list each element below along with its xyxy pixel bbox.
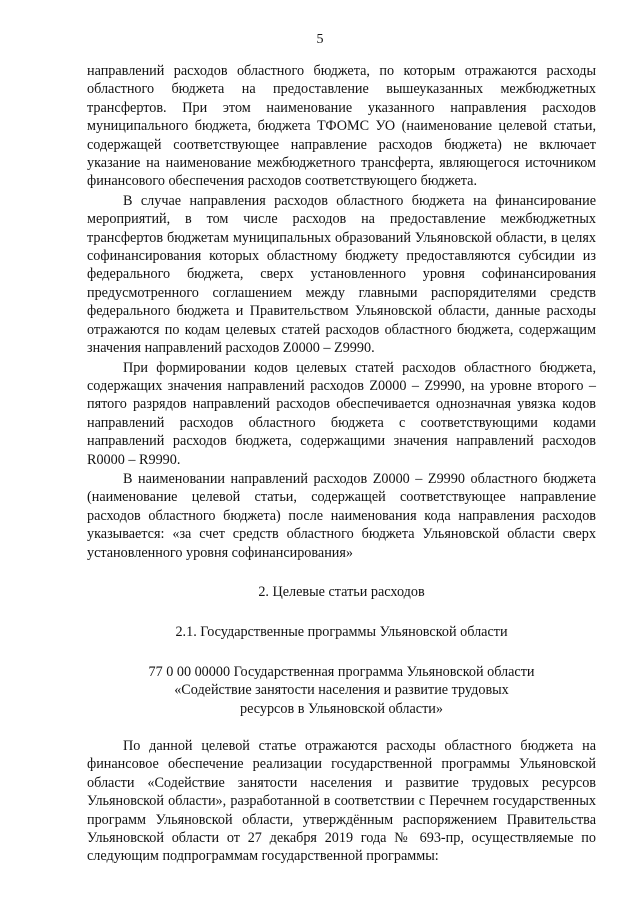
document-body [87, 62, 596, 866]
program-heading [87, 663, 596, 718]
section-heading: 2. Целевые статьи расходов [258, 583, 425, 600]
program-heading-line-2: «Содействие занятости населения и развитие трудовых [174, 682, 509, 699]
page-number: 5 [316, 32, 324, 47]
paragraph-4: В наименовании направлений расходов Z0000 – Z9990 областного бюджета (наименование целевой статьи, содержащей соответствующее направление расходов областного бюджета) после наименования кода направления расходов указывается: «за счет средств областного бюджета Ульяновской области сверх установленного уровня софинансирования» [87, 470, 596, 561]
paragraph-3: При формировании кодов целевых статей расходов областного бюджета, содержащих значения направлений расходов Z0000 – Z9990, на уровне второго – пятого разрядов направлений расходов обеспечивается однозначная увязка кодов направлений расходов областного бюджета с соответствующими кодами направлений расходов бюджета, содержащими значения направлений расходов R0000 – R9990. [87, 359, 596, 468]
program-heading-line-1: 77 0 00 00000 Государственная программа Ульяновской области [148, 663, 535, 680]
paragraph-1: направлений расходов областного бюджета, по которым отражаются расходы областного бюджета на предоставление вышеуказанных межбюджетных трансфертов. При этом наименование указанного направления расходов муниципального бюджета, бюджета ТФОМС УО (наименование целевой статьи, содержащей соответствующее направление расходов бюджета) не включает указание на наименование межбюджетного трансферта, являющегося источником финансового обеспечения расходов соответствующего бюджета. [87, 63, 596, 190]
paragraph-5: По данной целевой статье отражаются расходы областного бюджета на финансовое обеспечение реализации государственной программы Ульяновской области «Содействие занятости населения и развитие трудовых ресурсов Ульяновской области», разработанной в соответствии с Перечнем государственных программ Ульяновской области, утверждённым распоряжением Правительства Ульяновской области от 27 декабря 2019 года № 693-пр, осуществляемые по следующим подпрограммам государственной программы: [87, 738, 596, 865]
paragraph-2: В случае направления расходов областного бюджета на финансирование мероприятий, в том числе расходов на предоставление межбюджетных трансфертов бюджетам муниципальных образований Ульяновской области, в целях софинансирования которых областному бюджету предоставляются субсидии из федерального бюджета, сверх установленного уровня софинансирования предусмотренного соглашением между главными распорядителями средств федерального бюджета и Правительством Ульяновской области, данные расходы отражаются по кодам целевых статей расходов областного бюджета, содержащим значения направлений расходов Z0000 – Z9990. [87, 192, 596, 357]
program-heading-line-3: ресурсов в Ульяновской области» [240, 700, 443, 717]
subsection-heading: 2.1. Государственные программы Ульяновской области [175, 624, 508, 641]
